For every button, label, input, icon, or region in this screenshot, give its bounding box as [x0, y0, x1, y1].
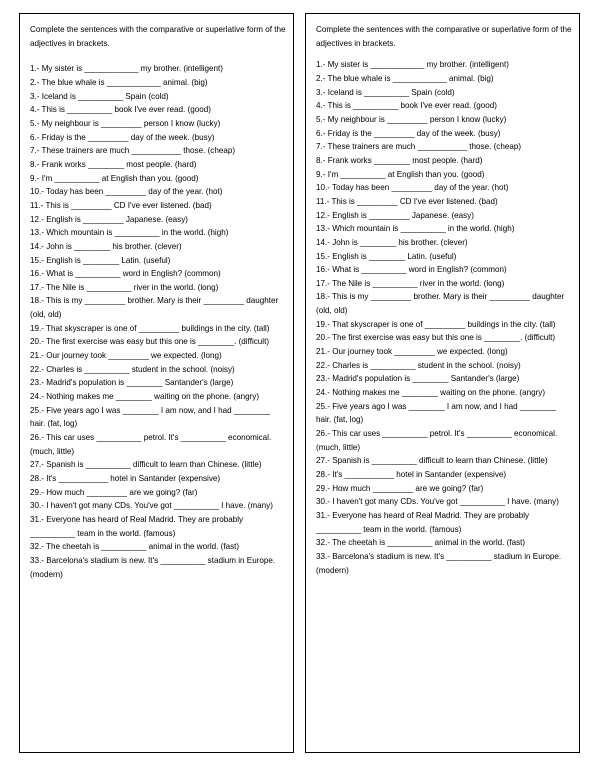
sentence-item: 30.- I haven't got many CDs. You've got __________ I have. (many)	[316, 497, 559, 507]
sentence-item: 24.- Nothing makes me ________ waiting on the phone. (angry)	[30, 392, 260, 402]
sentence-item: 5.- My neighbour is _________ person I know (lucky)	[30, 118, 221, 128]
sentence-item: 8.- Frank works ________ most people. (hard)	[30, 159, 197, 169]
worksheet-left	[19, 13, 294, 753]
sentence-item: 17.- The Nile is __________ river in the world. (long)	[316, 278, 505, 288]
sentence-item: 19.- That skyscraper is one of _________ buildings in the city. (tall)	[316, 319, 556, 329]
sentence-item: 19.- That skyscraper is one of _________ buildings in the city. (tall)	[30, 323, 270, 333]
sentence-item: 11.- This is _________ CD I've ever listened. (bad)	[316, 196, 498, 206]
sentence-item: 7.- These trainers are much ___________ those. (cheap)	[316, 142, 522, 152]
sentence-item: 12.- English is _________ Japanese. (easy)	[316, 210, 474, 220]
sentence-item: 25.- Five years ago I was ________ I am now, and I had ________ hair. (fat, log)	[316, 401, 556, 425]
sentence-item: 21.- Our journey took _________ we expected. (long)	[316, 347, 508, 357]
sentence-item: 10.- Today has been _________ day of the year. (hot)	[30, 187, 223, 197]
sentence-item: 15.- English is ________ Latin. (useful)	[316, 251, 457, 261]
sentence-item: 29.- How much _________ are we going? (far)	[316, 483, 484, 493]
sentence-item: 29.- How much _________ are we going? (far)	[30, 487, 198, 497]
sentence-item: 27.- Spanish is __________ difficult to learn than Chinese. (little)	[30, 460, 262, 470]
sentence-item: 30.- I haven't got many CDs. You've got __________ I have. (many)	[30, 501, 273, 511]
sentence-item: 32.- The cheetah is __________ animal in the world. (fast)	[30, 542, 240, 552]
sentence-item: 27.- Spanish is __________ difficult to learn than Chinese. (little)	[316, 456, 548, 466]
sentence-list	[30, 62, 287, 581]
sentence-item: 4.- This is __________ book I've ever read. (good)	[30, 105, 211, 115]
sentence-item: 9.- I'm __________ at English than you. (good)	[30, 173, 199, 183]
sentence-item: 18.- This is my _________ brother. Mary is their _________ daughter (old, old)	[30, 296, 279, 320]
sentence-item: 14.- John is ________ his brother. (clever)	[316, 237, 468, 247]
sentence-item: 16.- What is __________ word in English? (common)	[30, 269, 221, 279]
sentence-item: 10.- Today has been _________ day of the year. (hot)	[316, 183, 509, 193]
sentence-item: 21.- Our journey took _________ we expected. (long)	[30, 351, 222, 361]
instructions: Complete the sentences with the comparative or superlative form of the adjectives in brackets.	[316, 25, 572, 48]
sentence-item: 32.- The cheetah is __________ animal in the world. (fast)	[316, 538, 526, 548]
sentence-item: 13.- Which mountain is __________ in the world. (high)	[316, 224, 515, 234]
sentence-item: 12.- English is _________ Japanese. (easy)	[30, 214, 188, 224]
sentence-item: 23.- Madrid's population is ________ Santander's (large)	[316, 374, 520, 384]
sentence-item: 22.- Charles is __________ student in the school. (noisy)	[30, 364, 235, 374]
sentence-item: 5.- My neighbour is _________ person I know (lucky)	[316, 114, 507, 124]
sentence-item: 3.- Iceland is __________ Spain (cold)	[30, 91, 169, 101]
sentence-item: 6.- Friday is the _________ day of the week. (busy)	[316, 128, 501, 138]
sentence-item: 28.- It's ___________ hotel in Santander (expensive)	[316, 470, 507, 479]
sentence-item: 15.- English is ________ Latin. (useful)	[30, 255, 171, 265]
sentence-item: 17.- The Nile is __________ river in the world. (long)	[30, 282, 219, 292]
sentence-item: 2.- The blue whale is ____________ animal. (big)	[30, 77, 208, 87]
sentence-item: 7.- These trainers are much ___________ those. (cheap)	[30, 146, 236, 156]
sentence-item: 33.- Barcelona's stadium is new. It's __________ stadium in Europe. (modern)	[316, 551, 562, 575]
sentence-item: 20.- The first exercise was easy but this one is ________. (difficult)	[316, 333, 556, 343]
sentence-item: 14.- John is ________ his brother. (clever)	[30, 241, 182, 251]
sentence-item: 13.- Which mountain is __________ in the world. (high)	[30, 228, 229, 238]
sentence-item: 6.- Friday is the _________ day of the week. (busy)	[30, 132, 215, 142]
sentence-list	[316, 58, 573, 577]
sentence-item: 23.- Madrid's population is ________ Santander's (large)	[30, 378, 234, 388]
sentence-item: 3.- Iceland is __________ Spain (cold)	[316, 87, 455, 97]
sentence-item: 26.- This car uses __________ petrol. It's __________ economical. (much, little)	[316, 429, 558, 452]
sentence-item: 25.- Five years ago I was ________ I am now, and I had ________ hair. (fat, log)	[30, 405, 270, 429]
instructions: Complete the sentences with the comparative or superlative form of the adjectives in brackets.	[30, 25, 286, 48]
sentence-item: 24.- Nothing makes me ________ waiting on the phone. (angry)	[316, 388, 546, 398]
sentence-item: 4.- This is __________ book I've ever read. (good)	[316, 101, 497, 111]
sentence-item: 2.- The blue whale is ____________ animal. (big)	[316, 73, 494, 83]
sentence-item: 31.- Everyone has heard of Real Madrid. They are probably __________ team in the world. (famous)	[30, 514, 244, 538]
sentence-item: 1.- My sister is ____________ my brother. (intelligent)	[316, 60, 509, 70]
sentence-item: 18.- This is my _________ brother. Mary is their _________ daughter (old, old)	[316, 292, 565, 316]
sentence-item: 9.- I'm __________ at English than you. (good)	[316, 169, 485, 179]
sentence-item: 8.- Frank works ________ most people. (hard)	[316, 155, 483, 165]
sentence-item: 11.- This is _________ CD I've ever listened. (bad)	[30, 200, 212, 210]
sentence-item: 20.- The first exercise was easy but this one is ________. (difficult)	[30, 337, 270, 347]
sentence-item: 33.- Barcelona's stadium is new. It's __________ stadium in Europe. (modern)	[30, 555, 276, 579]
worksheet-right	[305, 13, 580, 753]
sentence-item: 16.- What is __________ word in English? (common)	[316, 265, 507, 275]
sentence-item: 22.- Charles is __________ student in the school. (noisy)	[316, 360, 521, 370]
sentence-item: 28.- It's ___________ hotel in Santander (expensive)	[30, 474, 221, 483]
sentence-item: 1.- My sister is ____________ my brother. (intelligent)	[30, 64, 223, 74]
sentence-item: 26.- This car uses __________ petrol. It's __________ economical. (much, little)	[30, 433, 272, 456]
sentence-item: 31.- Everyone has heard of Real Madrid. They are probably __________ team in the world. (famous)	[316, 510, 530, 534]
